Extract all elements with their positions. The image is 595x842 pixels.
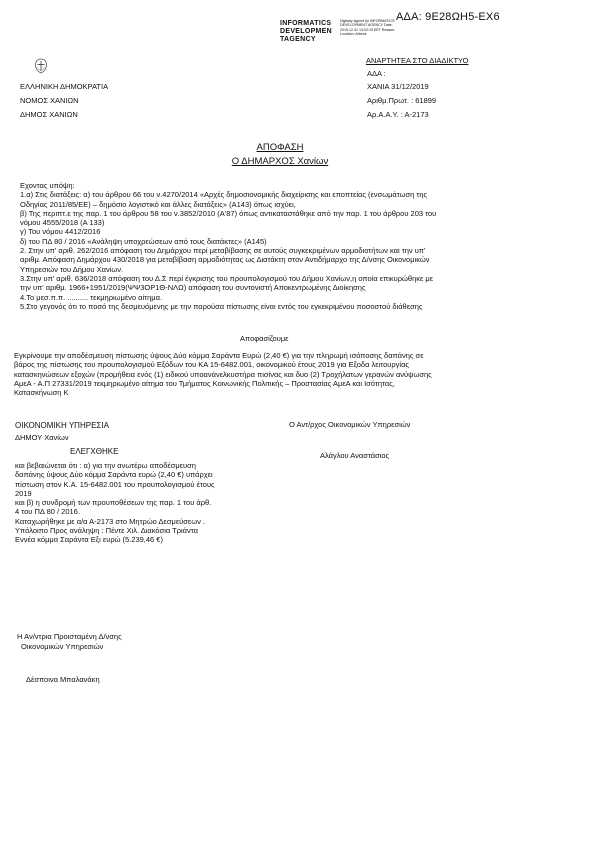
signatory-title: Η Αν/ντρια Προισταμένη Δ/νσης <box>17 632 122 641</box>
header-aay-number: Αρ.Α.Α.Υ. : Α-2173 <box>367 110 429 119</box>
document-title: ΑΠΟΦΑΣΗ <box>256 142 304 153</box>
signatory-department: Οικονομικών Υπηρεσιών <box>21 642 104 651</box>
body-line: Υπηρεσιών του Δήμου Χανίων. <box>20 264 124 274</box>
logo-line-1: INFORMATICS <box>280 20 332 27</box>
decision-line: Εγκρίνουμε την αποδέσμευση πίστωσης ύψους Δύο κόμμα Σαράντα Ευρώ (2,40 €) για την πληρωμή ισόποσης δαπάνης σε <box>14 351 424 360</box>
verification-line: 2019 <box>15 488 32 498</box>
deputy-mayor-name: Αλάγλου Αναστάσιος <box>320 451 390 460</box>
verification-line: 4 του ΠΔ 80 / 2016. <box>15 507 80 517</box>
finance-department-heading: ΟΙΚΟΝΟΜΙΚΗ ΥΠΗΡΕΣΙΑ <box>15 421 109 430</box>
verification-line: δαπάνης ύψους Δύο κόμμα Σαράντα ευρώ (2,40 €) υπάρχει <box>15 470 213 480</box>
logo-line-3: TAGENCY <box>280 36 316 43</box>
decision-heading: Αποφασίζουμε <box>240 334 289 343</box>
body-line: 4.Το μεσ.π.π. .......... τεκμηριωμένο αίτημα. <box>20 292 163 302</box>
checked-heading: ΕΛΕΓΧΘΗΚΕ <box>70 447 119 456</box>
considerations-section <box>20 181 540 311</box>
body-line: β) Της περιπτ.ε της παρ. 1 του άρθρου 58 του ν.3852/2010 (Α'87) όπως αντικαταστάθηκε από την παρ. 1 του άρθρου 203 του <box>20 208 437 218</box>
digital-signature-details: Digitally signed by INFORMATICS DEVELOPMENT AGENCY Date: 2019.12.31 13:02:15 EET Reason: Location: Athens <box>340 19 396 36</box>
hellenic-republic-emblem-icon <box>34 58 48 79</box>
verification-line: Καταχωρήθηκε με α/α Α-2173 στο Μητρώο Δεσμεύσεων . <box>15 516 206 526</box>
logo-line-2: DEVELOPMEN <box>280 28 333 35</box>
verification-line: και βεβαιώνεται ότι : α) για την ανωτέρω αποδέσμευση <box>15 461 196 470</box>
verification-line: και β) η συνδρομή των προυποθέσεων της παρ. 1 του άρθ. <box>15 498 212 508</box>
body-line: 1.α) Στις διατάξεις: α) του άρθρου 66 του ν.4270/2014 «Αρχές δημοσιονομικής διαχείρισης και εποπτείας (ενσωμάτωση της <box>20 190 428 200</box>
header-place-date: ΧΑΝΙΑ 31/12/2019 <box>367 82 429 91</box>
body-line: Εχοντας υπόψη: <box>20 181 75 190</box>
header-municipality: ΔΗΜΟΣ ΧΑΝΙΩΝ <box>20 110 78 119</box>
body-line: 2. Στην υπ' αριθ. 262/2016 απόφαση του Δημάρχου περί μεταβίβασης σε αυτούς συγκεκριμένων αρμοδιοτήτων και την υπ' <box>20 246 426 256</box>
body-line: την υπ' αριθμ. 1966+1951/2019(ΨΨ3ΟΡ1Θ-ΝΛΩ) απόφαση του συντονιστή Αποκεντρωμένης Διοίκησης <box>20 283 366 293</box>
decision-section <box>14 351 544 397</box>
decision-line: βάρος της πίστωσης του προυπολογισμού Εξόδων του ΚΑ 15-6482.001, οικονομικού έτους 2019 για Εξοδα λειτουργίας <box>14 360 410 370</box>
body-line: νόμου 4555/2018 (Α 133) <box>20 218 105 228</box>
publish-online-note: ΑΝΑΡΤΗΤΕΑ ΣΤΟ ΔΙΑΔΙΚΤΥΟ <box>366 56 469 65</box>
header-prefecture: ΝΟΜΟΣ ΧΑΝΙΩΝ <box>20 96 79 105</box>
decision-line: κατασκηνώσεων εξοχών (προμήθεια ενός (1) ειδικού υποανάνελκυστήρα πισίνας και δυο (2) Τροχήλατων γερανών ανύψωσης <box>14 369 432 379</box>
body-line: δ) του ΠΔ 80 / 2016 «Ανάληψη υποχρεώσεων από τους διατάκτες» (Α145) <box>20 236 267 246</box>
document-subtitle: Ο ΔΗΜΑΡΧΟΣ Χανίων <box>231 156 329 167</box>
verification-line: πίστωση στον Κ.Α. 15-6482.001 του προυπολογισμού έτους <box>15 479 215 489</box>
body-line: αριθμ. Απόφαση Δημάρχου 430/2018 για μεταβίβαση αρμοδιότητας ως Διατάκτη στον Αντιδήμαρχο της Δ/νσης Οικονομικών <box>20 255 430 265</box>
verification-line: Υπόλοιπο Προς ανάληψη : Πέντε Χιλ. Διακόσια Τριάντα <box>15 526 198 536</box>
ada-code: ΑΔΑ: 9Ε28ΩΗ5-ΕΧ6 <box>396 11 500 23</box>
decision-line: Κατασκήνωση Κ <box>14 388 69 398</box>
signatory-name: Δέσποινα Μπαλανάκη <box>26 675 100 684</box>
verification-section <box>15 461 215 545</box>
body-line: 5.Στο γεγονός ότι το ποσό της δεσμευόμενης με την παρούσα πίστωσης είναι εντός του εγκεκριμένου ποσοστού διάθεσης <box>20 301 423 311</box>
deputy-mayor-title: Ο Αντ/ρχος Οικονομικών Υπηρεσιών <box>289 420 411 429</box>
header-ada-field: ΑΔΑ : <box>367 69 386 78</box>
verification-line: Εννέα κόμμα Σαράντα Εξι ευρώ (5.239,46 €) <box>15 535 163 545</box>
body-line: 3.Στην υπ' αριθ. 636/2018 απόφαση του Δ.Σ περί έγκρισης του προυπολογισμού του Δήμου Χανίων,η οποία επικυρώθηκε με <box>20 273 434 283</box>
header-protocol-number: Αριθμ.Πρωτ. : 61899 <box>367 96 437 105</box>
finance-department-municipality: ΔΗΜΟΥ Χανίων <box>15 433 69 442</box>
body-line: Οδηγίας 2011/85/ΕΕ) – δημόσιο λογιστικό και άλλες διατάξεις» (Α143) όπως ισχύει, <box>20 199 296 209</box>
body-line: γ) Του νόμου 4412/2016 <box>20 227 101 237</box>
signing-agency-logo <box>280 20 338 44</box>
decision-line: ΑμεΑ - Α.Π 27331/2019 τεκμηριωμένο αίτημα του Τμήματος Κοινωνικής Πολιτικής – Προστασίας ΑμεΑ και Ισότητας, <box>14 378 395 388</box>
header-republic: ΕΛΛΗΝΙΚΗ ΔΗΜΟΚΡΑΤΙΑ <box>20 82 109 91</box>
